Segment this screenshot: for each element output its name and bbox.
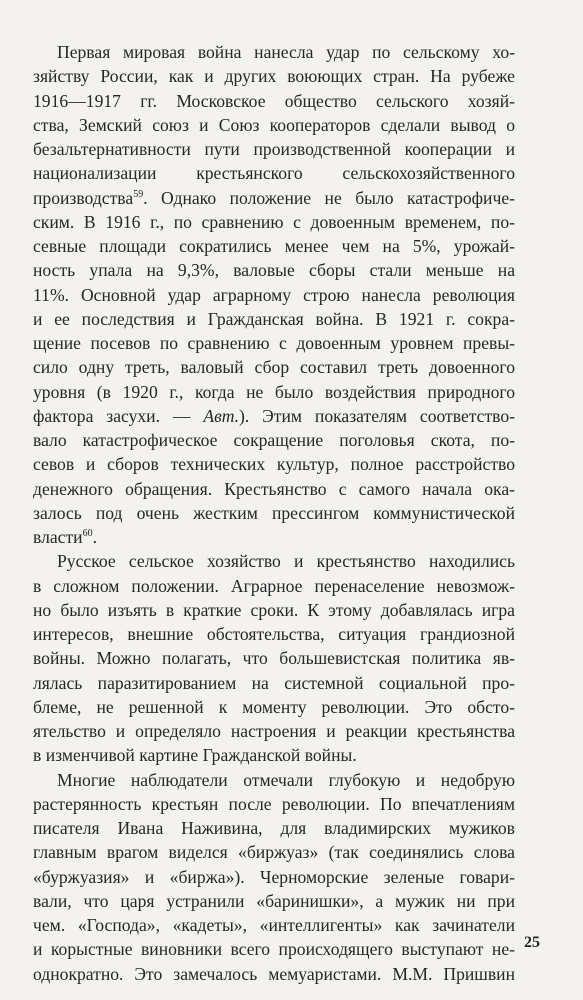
- text-line: Первая мировая война нанесла удар по сельскому хо-: [57, 42, 515, 62]
- text-line: в сложном положении. Аграрное перенаселение невозмож-: [33, 575, 515, 596]
- text-line: лялась паразитированием на системной социальной про-: [33, 672, 515, 693]
- text-line: залось под очень жестким прессингом коммунистической: [33, 502, 515, 523]
- text-line: в изменчивой картине Гражданской войны.: [33, 745, 357, 766]
- text-line: чем. «Господа», «кадеты», «интеллигенты» как зачинатели: [33, 915, 515, 935]
- text-line: [33, 525, 515, 549]
- text-fragment: . Однако положение не было катастрофиче-: [143, 187, 515, 208]
- text-line: войны. Можно полагать, что большевистская политика яв-: [33, 648, 515, 669]
- text-fragment: власти: [33, 527, 83, 547]
- text-line: интересов, внешние обстоятельства, ситуация грандиозной: [33, 624, 515, 644]
- text-line: севов и сборов технических культур, полное расстройство: [33, 454, 515, 475]
- text-line: но было изъять в краткие сроки. К этому добавлялась игра: [33, 599, 515, 620]
- text-fragment: фактора засухи. —: [33, 405, 204, 426]
- text-line: Многие наблюдатели отмечали глубокую и недобрую: [57, 769, 515, 790]
- text-line: главным врагом виделся «биржуаз» (так соединялись слова: [33, 842, 515, 863]
- text-line: безальтернативности пути производственной кооперации и: [33, 139, 515, 159]
- text-line: [33, 404, 515, 428]
- text-line: [33, 186, 515, 210]
- text-line: ятельство и определяло настроения и реакции крестьянства: [33, 721, 515, 741]
- text-line: вали, что царя устранили «баринишки», а мужик ни при: [33, 890, 515, 911]
- text-line: Русское сельское хозяйство и крестьянство находились: [57, 551, 515, 572]
- text-line: уровня (в 1920 г., когда не было воздействия природного: [33, 381, 515, 402]
- text-line: и ее последствия и Гражданская война. В 1921 г. сокра-: [33, 308, 515, 329]
- text-line: севные площади сократились менее чем на 5%, урожай-: [33, 236, 515, 256]
- text-fragment: .: [92, 527, 97, 547]
- text-line: ства, Земский союз и Союз кооператоров сделали вывод о: [33, 114, 515, 135]
- text-line: «буржуазия» и «биржа»). Черноморские зеленые говари-: [33, 866, 515, 887]
- footnote-ref-60: 60: [82, 528, 93, 539]
- text-line: сило одну треть, валовый сбор составил треть довоенного: [33, 357, 515, 378]
- text-line: писателя Ивана Наживина, для владимирских мужиков: [33, 818, 515, 838]
- text-line: однократно. Это замечалось мемуаристами. М.М. Пришвин: [33, 963, 515, 984]
- text-line: 11%. Основной удар аграрному строю нанесла революция: [33, 284, 515, 305]
- body-text: [33, 40, 515, 986]
- footnote-ref-59: 59: [133, 188, 144, 200]
- text-line: блеме, не решенной к моменту революции. Это обсто-: [33, 696, 515, 717]
- text-line: ность упала на 9,3%, валовые сборы стали меньше на: [33, 260, 515, 281]
- text-line: вало катастрофическое сокращение поголовья скота, по-: [33, 430, 515, 450]
- text-line: ским. В 1916 г., по сравнению с довоенным временем, по-: [33, 211, 515, 232]
- text-line: растерянность крестьян после революции. По впечатлениям: [33, 793, 515, 814]
- paragraph-2: [33, 549, 515, 767]
- author-abbrev: Авт.: [203, 405, 240, 426]
- text-fragment: производства: [33, 187, 134, 208]
- text-line: денежного обращения. Крестьянство с самого начала ока-: [33, 478, 515, 499]
- text-line: щение посевов по сравнению с довоенным уровнем превы-: [33, 333, 515, 353]
- text-line: зяйству России, как и других воюющих стран. На рубеже: [33, 66, 515, 87]
- paragraph-3: [33, 768, 515, 986]
- text-fragment: ). Этим показателям соответство-: [239, 405, 515, 426]
- paragraph-1: [33, 40, 515, 549]
- text-line: и корыстные виновники всего происходящего выступают не-: [33, 939, 515, 960]
- text-line: национализации крестьянского сельскохозяйственного: [33, 163, 515, 184]
- text-line: 1916—1917 гг. Московское общество сельского хозяй-: [33, 90, 515, 111]
- page-number: 25: [524, 934, 540, 951]
